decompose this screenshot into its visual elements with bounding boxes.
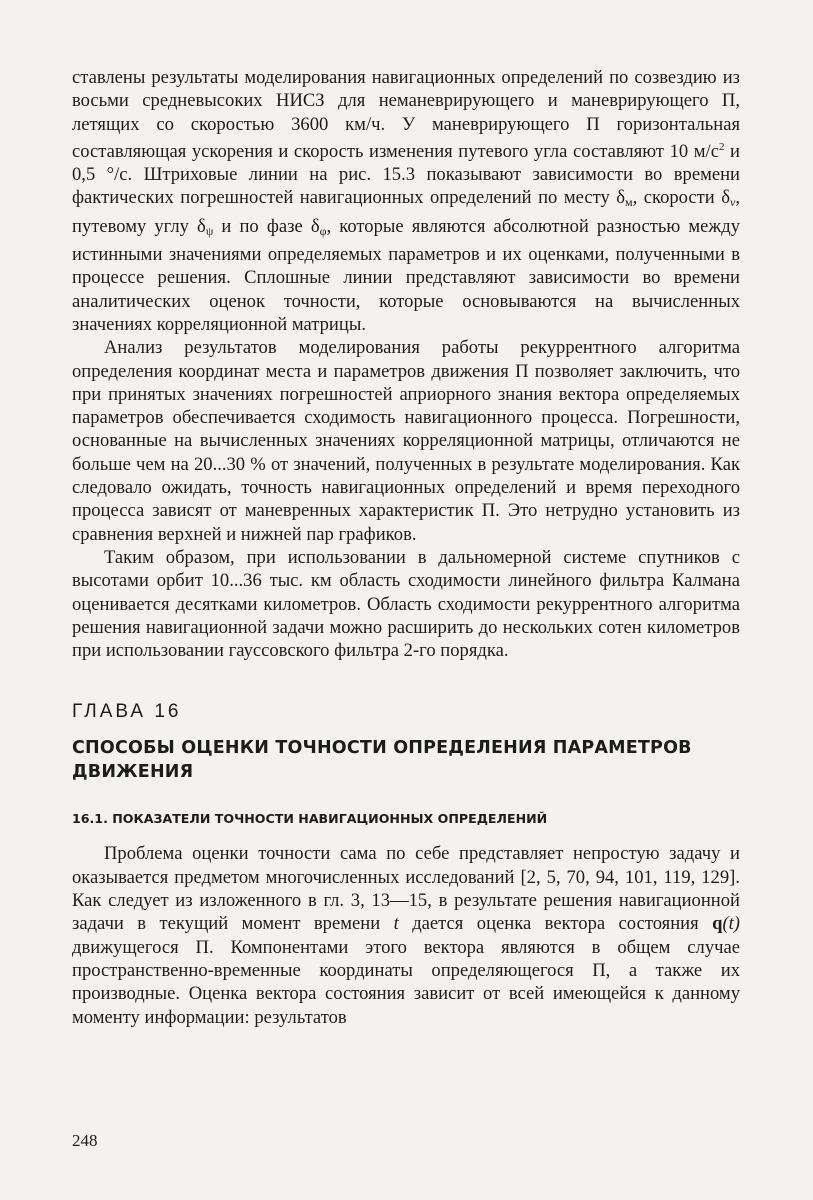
section-title: 16.1. ПОКАЗАТЕЛИ ТОЧНОСТИ НАВИГАЦИОННЫХ ОПРЕДЕЛЕНИЙ — [72, 811, 548, 827]
paragraph-accuracy-problem: Проблема оценки точности сама по себе представляет непростую задачу и оказывается предметом многочисленных исследований [2, 5, 70, 94, 101, 119, 129]. Как следует из изложенного в гл. 3, 13—15, в результате решения навигационной задачи в текущий момент времени t дается оценка вектора состояния q(t) движущегося П. Компонентами этого вектора являются в общем случае пространственно-временные координаты определяющегося П, а также их производные. Оценка вектора состояния зависит от всей имеющейся к данному моменту информации: результатов — [72, 843, 741, 1028]
paragraph-analysis: Анализ результатов моделирования работы рекуррентного алгоритма определения координат места и параметров движения П позволяет заключить, что при принятых значениях погрешностей априорного знания вектора определяемых параметров обеспечивается сходимость навигационного процесса. Погрешности, основанные на вычисленных значениях корреляционной матрицы, отличаются не больше чем на 20...30 % от значений, полученных в результате моделирования. Как следовало ожидать, точность навигационных определений и время переходного процесса зависят от маневренных характеристик П. Это нетрудно установить из сравнения верхней и нижней пар графиков. — [72, 337, 740, 545]
page-number: 248 — [72, 1131, 98, 1150]
chapter-title: СПОСОБЫ ОЦЕНКИ ТОЧНОСТИ ОПРЕДЕЛЕНИЯ ПАРАМЕТРОВ ДВИЖЕНИЯ — [72, 738, 692, 783]
paragraph-conclusion: Таким образом, при использовании в дальномерной системе спутников с высотами орбит 10...36 тыс. км область сходимости линейного фильтра Калмана оценивается десятками километров. Область сходимости рекуррентного алгоритма решения навигационной задачи можно расширить до нескольких сотен километров при использовании гауссовского фильтра 2-го порядка. — [72, 546, 740, 662]
paragraph-simulation-results: ставлены результаты моделирования навигационных определений по созвездию из восьми средневысоких НИСЗ для неманеврирующего и маневрирующего П, летящих со скоростью 3600 км/ч. У маневрирующего П горизонтальная составляющая ускорения и скорость изменения путевого угла составляют 10 $м/с^2$ и 0,5 °/с. Штриховые линии на рис. 15.3 показывают зависимости во времени фактических погрешностей навигационных определений по месту $\delta_м$, скорости $\delta_v$, путевому углу $\delta_\psi$ и по фазе $\delta_\varphi$, которые являются абсолютной разностью между истинными значениями определяемых параметров и их оценками, полученными в процессе решения. Сплошные линии представляют зависимости во времени аналитических оценок точности, которые основываются на вычисленных значениях корреляционной матрицы. — [72, 67, 741, 335]
chapter-label: ГЛАВА 16 — [72, 701, 182, 723]
page-body — [72, 66, 740, 1029]
